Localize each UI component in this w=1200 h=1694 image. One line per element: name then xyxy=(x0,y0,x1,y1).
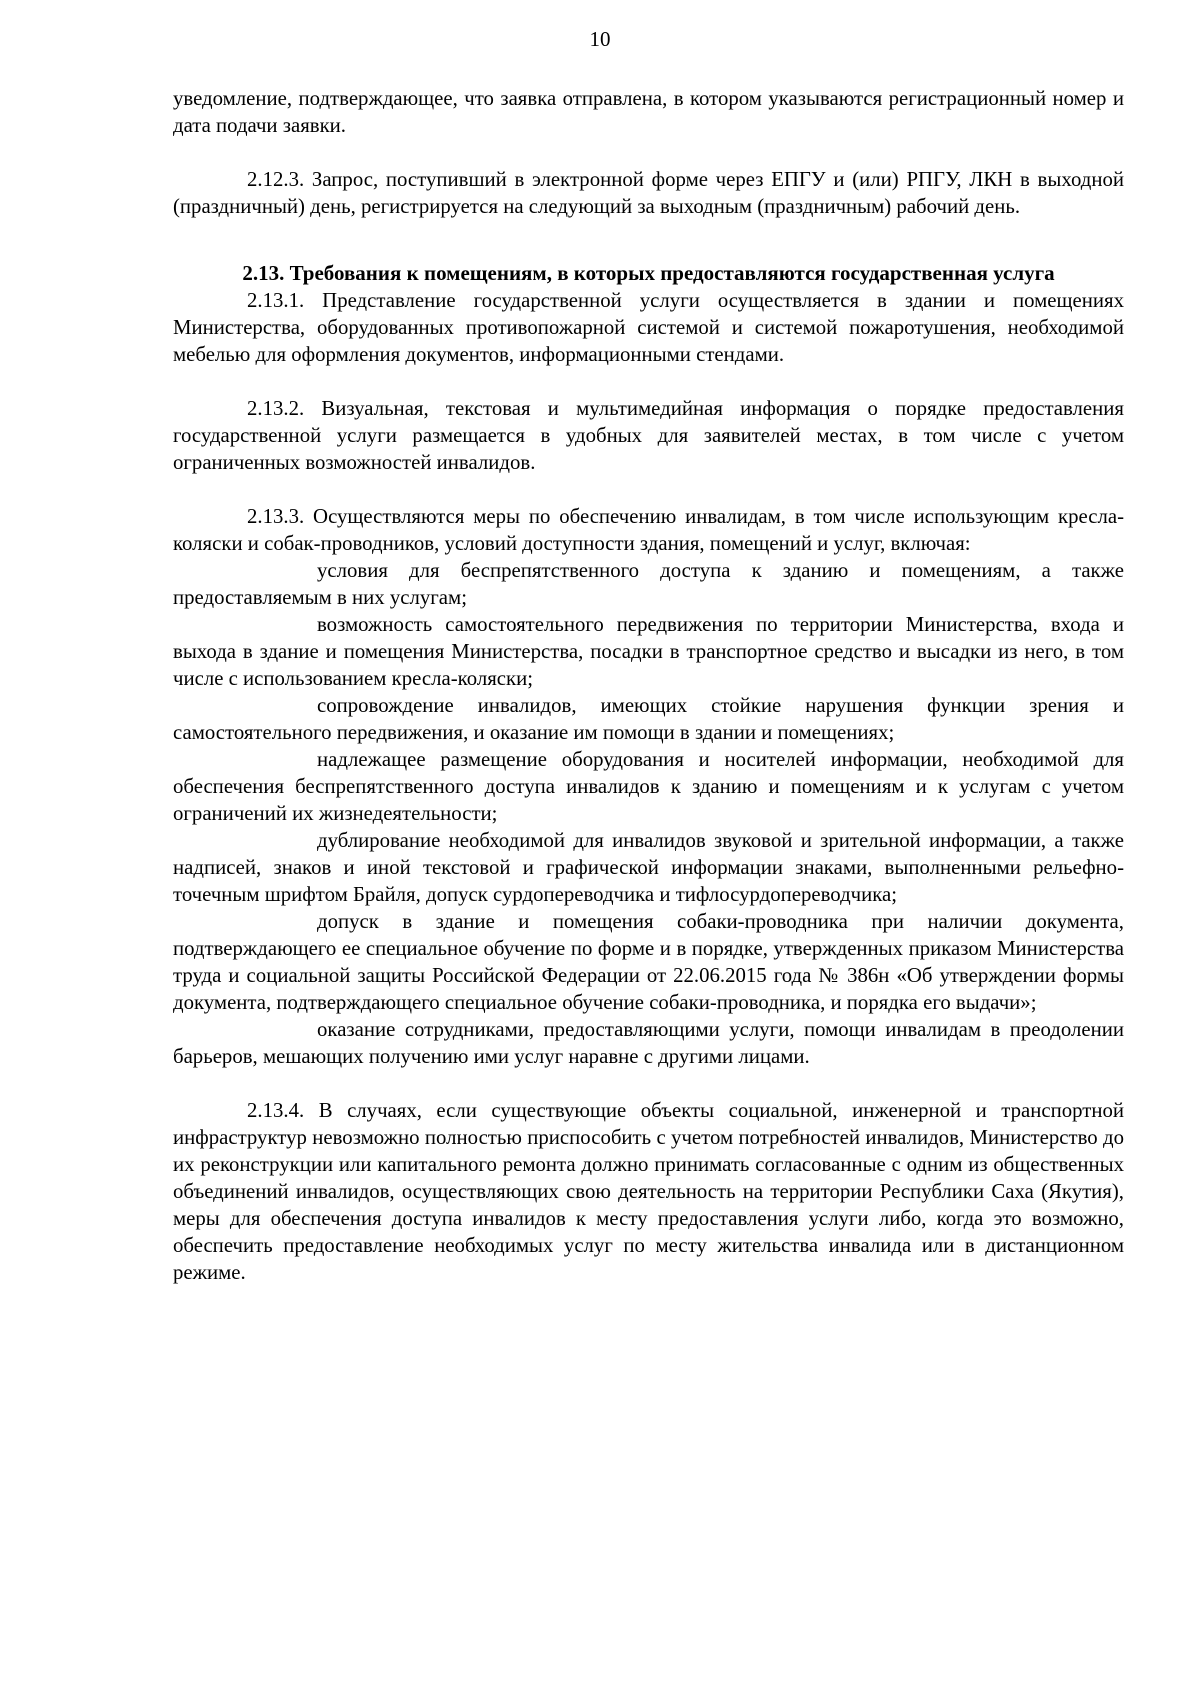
list-item-movement: возможность самостоятельного передвижения по территории Министерства, входа и выхода в здание и помещения Министерства, посадки в транспортное средство и высадки из него, в том числе с использованием кресла-коляски; xyxy=(173,613,1124,690)
paragraph-2-13-3: 2.13.3. Осуществляются меры по обеспечению инвалидам, в том числе использующим кресла-коляски и собак-проводников, условий доступности здания, помещений и услуг, включая: xyxy=(173,505,1124,555)
list-item-escort: сопровождение инвалидов, имеющих стойкие нарушения функции зрения и самостоятельного передвижения, и оказание им помощи в здании и помещениях; xyxy=(173,694,1124,744)
paragraph-2-13-4: 2.13.4. В случаях, если существующие объекты социальной, инженерной и транспортной инфраструктур невозможно полностью приспособить с учетом потребностей инвалидов, Министерство до их реконструкции или капитального ремонта должно принимать согласованные с одним из общественных объединений инвалидов, осуществляющих свою деятельность на территории Республики Саха (Якутия), меры для обеспечения доступа инвалидов к месту предоставления услуги либо, когда это возможно, обеспечить предоставление необходимых услуг по месту жительства инвалида или в дистанционном режиме. xyxy=(173,1099,1124,1284)
section-heading-2-13: 2.13. Требования к помещениям, в которых предоставляются государственная услуга xyxy=(242,261,1055,285)
list-item-access-conditions: условия для беспрепятственного доступа к зданию и помещениям, а также предоставляемым в них услугам; xyxy=(173,559,1124,609)
paragraph-2-13-1: 2.13.1. Представление государственной услуги осуществляется в здании и помещениях Министерства, оборудованных противопожарной системой и системой пожаротушения, необходимой мебелью для оформления документов, информационными стендами. xyxy=(173,289,1124,366)
paragraph-2-13-2: 2.13.2. Визуальная, текстовая и мультимедийная информация о порядке предоставления государственной услуги размещается в удобных для заявителей местах, в том числе с учетом ограниченных возможностей инвалидов. xyxy=(173,397,1124,474)
document-body xyxy=(173,85,1124,1286)
page-number: 10 xyxy=(589,27,611,51)
paragraph-2-12-3: 2.12.3. Запрос, поступивший в электронной форме через ЕПГУ и (или) РПГУ, ЛКН в выходной (праздничный) день, регистрируется на следующий за выходным (праздничным) рабочий день. xyxy=(173,168,1124,218)
list-item-information-duplication: дублирование необходимой для инвалидов звуковой и зрительной информации, а также надписей, знаков и иной текстовой и графической информации знаками, выполненными рельефно-точечным шрифтом Брайля, допуск сурдопереводчика и тифлосурдопереводчика; xyxy=(173,829,1124,906)
paragraph-continuation: уведомление, подтверждающее, что заявка отправлена, в котором указываются регистрационный номер и дата подачи заявки. xyxy=(173,87,1124,137)
list-item-staff-assistance: оказание сотрудниками, предоставляющими услуги, помощи инвалидам в преодолении барьеров, мешающих получению ими услуг наравне с другими лицами. xyxy=(173,1018,1124,1068)
list-item-guide-dog: допуск в здание и помещения собаки-проводника при наличии документа, подтверждающего ее специальное обучение по форме и в порядке, утвержденных приказом Министерства труда и социальной защиты Российской Федерации от 22.06.2015 года № 386н «Об утверждении формы документа, подтверждающего специальное обучение собаки-проводника, и порядка его выдачи»; xyxy=(173,910,1124,1014)
list-item-equipment-placement: надлежащее размещение оборудования и носителей информации, необходимой для обеспечения беспрепятственного доступа инвалидов к зданию и помещениям и к услугам с учетом ограничений их жизнедеятельности; xyxy=(173,748,1124,825)
